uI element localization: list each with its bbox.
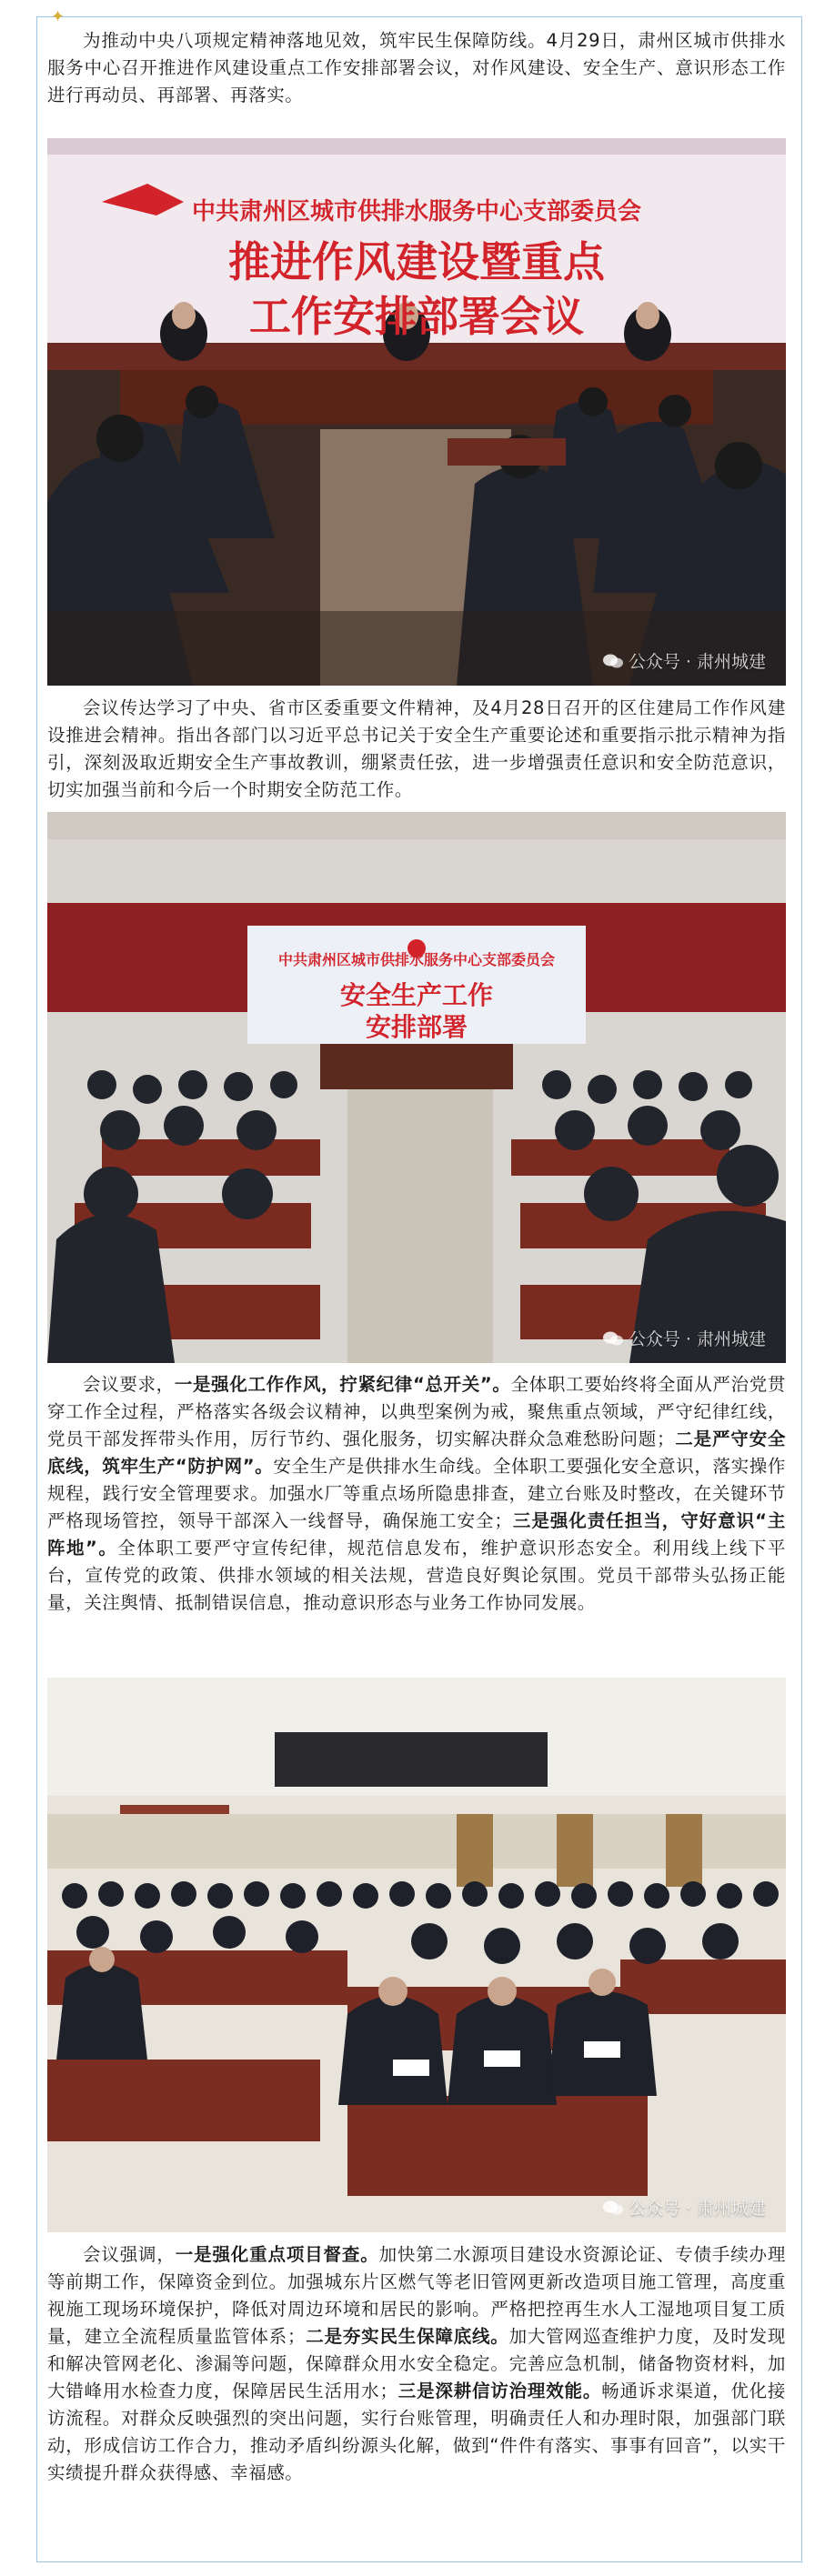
requirement-3-title: 三是强化责任担当，守好意识“主阵地”。 (47, 1510, 786, 1559)
star-icon: ✦ (51, 7, 65, 26)
emphasis-2-title: 二是夯实民生保障底线。 (306, 2326, 509, 2347)
watermark (603, 648, 766, 673)
requirement-3-text: 全体职工要严守宣传纪律，规范信息发布，维护意识形态安全。利用线上线下平台，宣传党的政策、供排水领域的相关法规，营造良好舆论氛围。党员干部带头弘扬正能量，关注舆情、抵制错误信息，推动意识形态与业务工作协同发展。 (47, 1538, 786, 1613)
banner-line-2: 推进作风建设暨重点 (228, 237, 605, 286)
intro-paragraph: 为推动中央八项规定精神落地见效，筑牢民生保障防线。4月29日，肃州区城市供排水服务中心召开推进作风建设重点工作安排部署会议，对作风建设、安全生产、意识形态工作进行再动员、再部署、再落实。 (47, 30, 786, 105)
emphasis-3-text: 畅通诉求渠道，优化接访流程。对群众反映强烈的突出问题，实行台账管理，明确责任人和办理时限，加强部门联动，形成信访工作合力，推动矛盾纠纷源头化解，做到“件件有落实、事事有回音”，以实干实绩提升群众获得感、幸福感。 (47, 2381, 786, 2483)
banner-line-3: 工作安排部署会议 (249, 292, 584, 341)
meeting-photo-3 (47, 1678, 786, 2232)
wechat-icon (603, 653, 623, 669)
banner-line-2: 安全生产工作 (339, 980, 493, 1010)
emphasis-1-text: 加快第二水源项目建设水资源论证、专债手续办理等前期工作，保障资金到位。加强城东片区燃气等老旧管网更新改造项目施工管理，高度重视施工现场环境保护，降低对周边环境和居民的影响。严格把控再生水人工湿地项目复工质量，建立全流程质量监管体系； (47, 2244, 786, 2347)
emphasis-3-title: 三是深耕信访治理效能。 (397, 2381, 602, 2401)
requirement-1-title: 一是强化工作作风，拧紧纪律“总开关”。 (174, 1374, 511, 1395)
emphasis-1-title: 一是强化重点项目督查。 (175, 2244, 379, 2265)
watermark-text: 公众号 · 肃州城建 (628, 652, 766, 672)
watermark (603, 1326, 766, 1350)
watermark-text: 公众号 · 肃州城建 (628, 1329, 766, 1349)
watermark-text: 公众号 · 肃州城建 (628, 2199, 766, 2219)
watermark (603, 2195, 766, 2220)
requirements-lead: 会议要求， (83, 1374, 175, 1395)
meeting-photo-2 (47, 812, 786, 1363)
wechat-icon (603, 2200, 623, 2216)
requirement-1-text: 全体职工要始终将全面从严治党贯穿工作全过程，严格落实各级会议精神，以典型案例为戒，聚焦重点领域，严守纪律红线，党员干部发挥带头作用，厉行节约、强化服务，切实解决群众急难愁盼问题； (47, 1374, 786, 1449)
meeting-photo-2-image (47, 812, 786, 1363)
emphasis-paragraph (47, 2241, 786, 2487)
wechat-icon (603, 1330, 623, 1347)
requirement-2-text: 安全生产是供排水生命线。全体职工要强化安全意识，落实操作规程，践行安全管理要求。加强水厂等重点场所隐患排查，建立台账及时整改，在关键环节严格现场管控，领导干部深入一线督导，确保施工安全； (47, 1456, 786, 1531)
banner-line-1: 中共肃州区城市供排水服务中心支部委员会 (191, 198, 641, 226)
banner-line-1: 中共肃州区城市供排水服务中心支部委员会 (277, 951, 555, 968)
requirement-2-title: 二是严守安全底线，筑牢生产“防护网”。 (47, 1428, 786, 1477)
banner-line-3: 安排部署 (365, 1012, 468, 1042)
meeting-photo-1 (47, 138, 786, 686)
emphasis-lead: 会议强调， (83, 2244, 176, 2265)
emphasis-2-text: 加大管网巡查维护力度，及时发现和解决管网老化、渗漏等问题，保障群众用水安全稳定。完善应急机制，储备物资材料，加大错峰用水检查力度，保障居民生活用水； (47, 2326, 786, 2401)
study-paragraph: 会议传达学习了中央、省市区委重要文件精神，及4月28日召开的区住建局工作作风建设推进会精神。指出各部门以习近平总书记关于安全生产重要论述和重要指示批示精神为指引，深刻汲取近期安全生产事故教训，绷紧责任弦，进一步增强责任意识和安全防范意识，切实加强当前和今后一个时期安全防范工作。 (47, 697, 786, 800)
meeting-photo-3-image (47, 1678, 786, 2232)
requirements-paragraph (47, 1371, 786, 1617)
